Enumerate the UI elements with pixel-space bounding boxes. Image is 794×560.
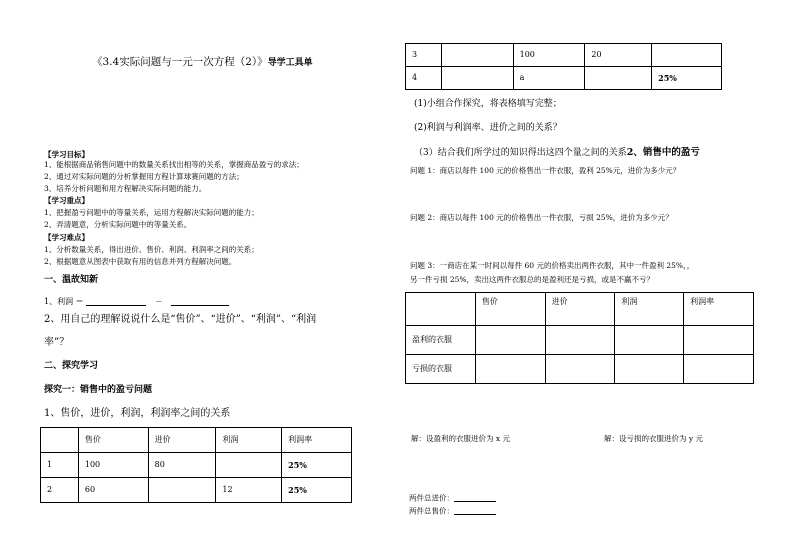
table-cell[interactable] <box>441 67 513 90</box>
table-row <box>406 326 754 355</box>
table-cell: 3 <box>406 44 442 67</box>
focus-1: 1、把握盈亏问题中的等量关系，运用方程解决实际问题的能力； <box>44 208 259 217</box>
title-main: 《3.4实际问题与一元一次方程（2）》 <box>92 56 268 68</box>
table-row <box>41 478 352 503</box>
total-cost-blank[interactable] <box>454 494 496 502</box>
blank-sale-price[interactable] <box>86 297 146 306</box>
section2-heading: 二、探究学习 <box>44 361 99 371</box>
table-row <box>406 44 722 67</box>
price-relation-table <box>40 427 352 503</box>
table-header-profit-rate: 利润率 <box>684 293 754 326</box>
table-cell: 25% <box>282 453 352 478</box>
table-header-cost-price: 进价 <box>545 293 615 326</box>
table-row <box>406 355 754 384</box>
objectives-heading: 【学习目标】 <box>44 150 89 159</box>
table-row-label-profit-item: 盈利的衣服 <box>406 326 476 355</box>
group-explore-instruction: (1)小组合作探究，将表格填写完整； <box>414 99 562 109</box>
table-cell: 25% <box>652 67 722 90</box>
table-cell[interactable] <box>545 326 615 355</box>
blank-cost-price[interactable] <box>171 297 229 306</box>
table-cell[interactable] <box>615 355 684 384</box>
difficulty-2: 2、根据题意从图表中获取有用的信息并列方程解决问题。 <box>44 257 237 266</box>
objective-2: 2、通过对实际问题的分析掌握用方程计算球赛问题的方法； <box>44 172 244 181</box>
table-header-row <box>41 428 352 453</box>
problem-3-line2: 另一件亏损 25%，卖出这两件衣服总的是盈利还是亏损，或是不赢不亏？ <box>410 275 655 284</box>
table-header-row <box>406 293 754 326</box>
profit-loss-table <box>405 292 754 384</box>
table-cell: a <box>513 67 585 90</box>
table-row-label-loss-item: 亏损的衣服 <box>406 355 476 384</box>
table-header-profit: 利润 <box>216 428 282 453</box>
table-header-profit: 利润 <box>615 293 684 326</box>
four-quantities-relation-line <box>414 148 700 158</box>
table-cell: 60 <box>78 478 148 503</box>
total-cost-label: 两件总进价： <box>409 493 454 503</box>
table-cell: 1 <box>41 453 79 478</box>
table-cell <box>406 293 476 326</box>
section-heading-sales-profit-loss: 2、销售中的盈亏 <box>626 147 700 158</box>
profit-formula-line <box>44 297 229 306</box>
table-cell: 20 <box>585 44 652 67</box>
table-cell[interactable] <box>652 44 722 67</box>
table-cell[interactable] <box>148 478 216 503</box>
table-header-cost-price: 进价 <box>148 428 216 453</box>
total-cost-line <box>409 494 496 502</box>
table-cell: 4 <box>406 67 442 90</box>
solution-loss-item: 解：设亏损的衣服进价为 y 元 <box>604 434 704 443</box>
table-cell[interactable] <box>585 67 652 90</box>
table-cell[interactable] <box>216 453 282 478</box>
relation-item: 1、售价，进价，利润，利润率之间的关系 <box>44 408 231 419</box>
profit-rate-relation-question: (2)利润与利润率、进价之间的关系？ <box>414 123 562 133</box>
difficulty-1: 1、分析数量关系，得出进价、售价、利润、利润率之间的关系； <box>44 245 259 254</box>
objective-1: 1、能根据商品销售问题中的数量关系找出相等的关系，掌握商品盈亏的求法； <box>44 160 304 169</box>
table-cell[interactable] <box>475 355 545 384</box>
table-cell: 100 <box>78 453 148 478</box>
table-cell: 12 <box>216 478 282 503</box>
difficulty-heading: 【学习难点】 <box>44 233 89 242</box>
table-row <box>406 67 722 90</box>
table-cell[interactable] <box>545 355 615 384</box>
four-quantities-relation-question: （3）结合我们所学过的知识得出这四个量之间的关系 <box>414 148 627 158</box>
table-cell: 100 <box>513 44 585 67</box>
title-suffix: 导学工具单 <box>267 58 313 68</box>
price-relation-table-continued <box>405 43 722 90</box>
objective-3: 3、培养分析问题和用方程解决实际问题的能力。 <box>44 184 207 193</box>
solution-profit-item: 解：设盈利的衣服进价为 x 元 <box>411 434 510 443</box>
table-cell: 80 <box>148 453 216 478</box>
concepts-question-line2: 率”？ <box>44 337 70 348</box>
problem-3-line1: 问题 3：一商店在某一时间以每件 60 元的价格卖出两件衣服，其中一件盈利 25%，， <box>410 261 695 270</box>
focus-heading: 【学习重点】 <box>44 196 89 205</box>
table-cell: 2 <box>41 478 79 503</box>
table-cell <box>41 428 79 453</box>
table-cell[interactable] <box>684 326 754 355</box>
table-header-sale-price: 售价 <box>475 293 545 326</box>
problem-1: 问题 1：商店以每件 100 元的价格售出一件衣服，盈利 25%元，进价为多少元？ <box>410 166 681 175</box>
profit-formula-prefix: 1、利润 ＝ <box>44 297 84 306</box>
document-title <box>92 52 313 68</box>
total-sale-line <box>409 507 496 515</box>
table-cell[interactable] <box>441 44 513 67</box>
profit-formula-minus: － <box>154 297 163 306</box>
table-cell: 25% <box>282 478 352 503</box>
table-cell[interactable] <box>475 326 545 355</box>
total-sale-blank[interactable] <box>454 507 496 515</box>
concepts-question-line1: 2、用自己的理解说说什么是“售价”、“进价”、“利润”、“利润 <box>44 314 317 325</box>
table-header-profit-rate: 利润率 <box>282 428 352 453</box>
table-cell[interactable] <box>615 326 684 355</box>
table-cell[interactable] <box>684 355 754 384</box>
explore1-heading: 探究一：销售中的盈亏问题 <box>44 385 153 395</box>
focus-2: 2、弄清题意，分析实际问题中的等量关系。 <box>44 220 192 229</box>
problem-2: 问题 2：商店以每件 100 元的价格售出一件衣服，亏损 25%，进价为多少元？ <box>410 213 673 222</box>
table-header-sale-price: 售价 <box>78 428 148 453</box>
table-row <box>41 453 352 478</box>
total-sale-label: 两件总售价： <box>409 506 454 516</box>
section1-heading: 一、温故知新 <box>44 275 99 285</box>
